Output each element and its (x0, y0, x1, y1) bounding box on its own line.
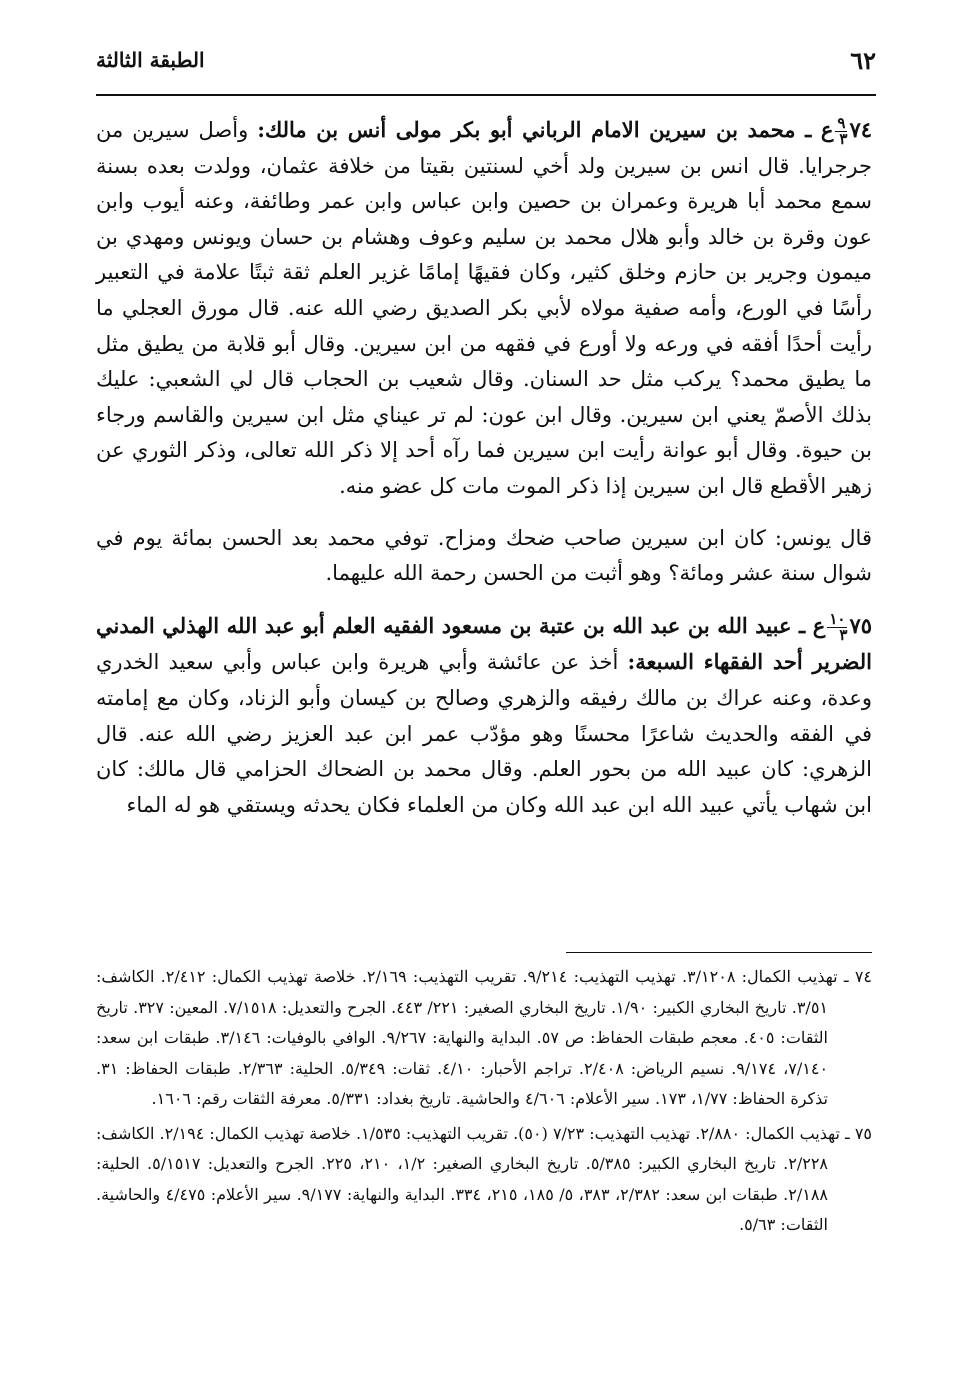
fraction-bottom: ٣ (839, 130, 848, 148)
footnotes (96, 962, 872, 1241)
fraction-top: ١٠ (829, 609, 846, 628)
entry-74-paragraph-2: قال يونس: كان ابن سيرين صاحب ضحك ومزاح. توفي محمد بعد الحسن بمائة يوم في شوال سنة عشر ومائة؟ وهو أثبت من الحسن رحمة الله عليهما. (96, 525, 872, 586)
entry-number: ٧٥ (849, 612, 872, 638)
footnote-separator (566, 952, 872, 953)
fraction-top: ٩ (837, 114, 846, 132)
entry-number: ٧٤ (849, 117, 872, 142)
footnote-75: ٧٥ ـ تهذيب الكمال: ٢/٨٨٠. تهذيب التهذيب: ٧/٢٣ (٥٠). تقريب التهذيب: ١/٥٣٥. خلاصة تهذيب الكمال: ٢/١٩٤. الكاشف: ٢/٢٢٨. تاريخ البخاري الكبير: ٥/٣٨٥. تاريخ البخاري الصغير: ١/٢، ٢١٠، ٢٢٥. الجرح والتعديل: ٥/١٥١٧. الحلية: ٢/١٨٨. طبقات ابن سعد: ٢/٣٨٢، ٣٨٣، ٥/ ١٨٥، ٢١٥، ٣٣٤. البداية والنهاية: ٩/١٧٧. سير الأعلام: ٤/٤٧٥ والحاشية. الثقات: ٥/٦٣. (96, 1123, 872, 1234)
running-title: الطبقة الثالثة (96, 48, 205, 72)
entry-75-paragraph (96, 608, 872, 824)
entry-body: وأصل سيرين من جرجرايا. قال انس بن سيرين ولد أخي لسنتين بقيتا من خلافة عثمان، وولدت بعده بسنة سمع محمد أبا هريرة وعمران بن حصين وابن عباس وابن عمر وطائفة، وعنه أيوب وابن عون وقرة بن خالد وأبو هلال محمد بن سليم وعوف وهشام بن حسان ويونس ومهدي بن ميمون وجرير بن حازم وخلق كثير، وكان فقيهًا إمامًا غزير العلم ثقة ثبتًا علامة في التعبير رأسًا في الورع، وأمه صفية مولاه لأبي بكر الصديق رضي الله عنه. قال مورق العجلي ما رأيت أحدًا أفقه في ورعه ولا أورع في فقهه من ابن سيرين. وقال أبو قلابة من يطيق مثل ما يطيق محمد؟ يركب مثل حد السنان. وقال شعيب بن الحجاب قال لي الشعبي: عليك بذلك الأصمّ يعني ابن سيرين. وقال ابن عون: لم تر عيناي مثل ابن سيرين والقاسم ورجاء بن حيوة. وقال أبو عوانة رأيت ابن سيرين فما رآه أحد إلا ذكر الله تعالى، وذكر الثوري عن زهير الأقطع قال ابن سيرين إذا ذكر الموت مات كل عضو منه. (96, 118, 872, 498)
footnote-74: ٧٤ ـ تهذيب الكمال: ٣/١٢٠٨. تهذيب التهذيب: ٩/٢١٤. تقريب التهذيب: ٢/١٦٩. خلاصة تهذيب الكمال: ٢/٤١٢. الكاشف: ٣/٥١. تاريخ البخاري الكبير: ١/٩٠. تاريخ البخاري الصغير: ٢٢١/ ٤٤٣. الجرح والتعديل: ٧/١٥١٨. المعين: ٣٢٧. تاريخ الثقات: ٤٠٥. معجم طبقات الحفاظ: ص ٥٧. البداية والنهاية: ٩/٢٦٧. الوافي بالوفيات: ٣/١٤٦. طبقات ابن سعد: ٧/١٤٠، ٩/١٧٤. نسيم الرياض: ٢/٤٠٨. تراجم الأحبار: ٤/١٠. ثقات: ٥/٣٤٩. الحلية: ٢/٣٦٣. طبقات الحفاظ: ٣١. تذكرة الحفاظ: ١/٧٧، ١٧٣. سير الأعلام: ٤/٦٠٦ والحاشية. تاريخ بغداد: ٥/٣٣١. معرفة الثقات رقم: ١٦٠٦. (96, 967, 872, 1108)
page-number: ٦٢ (850, 46, 876, 75)
fraction-bottom: ٣ (839, 625, 848, 644)
entry-75 (96, 608, 872, 824)
entry-title: ع ـ عبيد الله بن عبد الله بن عتبة بن مسعود الفقيه العلم أبو عبد الله الهذلي المدني الضرير أحد الفقهاء السبعة: (96, 612, 872, 675)
entry-74-paragraph (96, 112, 872, 505)
entry-74 (96, 112, 872, 505)
page-header (96, 38, 876, 96)
entry-74-continuation (96, 521, 872, 592)
entry-fraction (827, 609, 848, 644)
main-text (96, 112, 872, 823)
entry-fraction (835, 116, 847, 147)
entry-body: أخذ عن عائشة وأبي هريرة وابن عباس وأبي سعيد الخدري وعدة، وعنه عراك بن مالك رفيقه والزهري وصالح بن كيسان وأبو الزناد، وكان مع إمامته في الفقه والحديث شاعرًا محسنًا وهو مؤدّب عمر ابن عبد العزيز رضي الله عنه. قال الزهري: كان عبيد الله من بحور العلم. وقال محمد بن الضحاك الحزامي قال مالك: كان ابن شهاب يأتي عبيد الله ابن عبد الله وكان من العلماء فكان يحدثه ويستقي هو له الماء (96, 650, 872, 817)
entry-title: ع ـ محمد بن سيرين الامام الرباني أبو بكر مولى أنس بن مالك: (257, 117, 834, 142)
